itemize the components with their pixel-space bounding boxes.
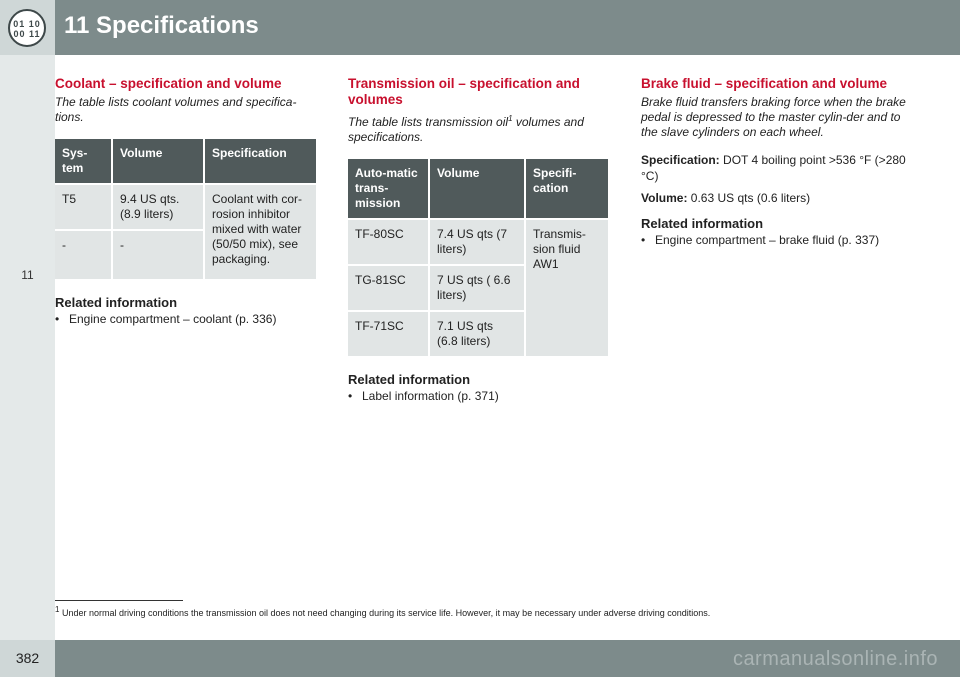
related-link[interactable]: • Label information (p. 371) xyxy=(348,389,612,404)
related-links xyxy=(55,312,320,327)
brake-intro: Brake fluid transfers braking force when the brake pedal is depressed to the master cylin-der and to the slave cylinders on each wheel. xyxy=(641,95,906,139)
table-cell: T5 xyxy=(55,185,111,229)
related-info-heading: Related information xyxy=(348,372,471,387)
brake-volume xyxy=(641,190,911,206)
chapter-badge-icon xyxy=(8,9,46,47)
table-row xyxy=(55,185,316,229)
brake-specification xyxy=(641,152,911,184)
footnote-marker: 1 xyxy=(55,605,60,614)
coolant-section xyxy=(55,76,320,327)
column-header: Volume xyxy=(430,159,524,218)
column-header: Sys-tem xyxy=(55,139,111,183)
table-header-row xyxy=(348,159,608,218)
coolant-intro: The table lists coolant volumes and specifica-tions. xyxy=(55,95,297,124)
table-cell: TF-80SC xyxy=(348,220,428,264)
column-header: Specification xyxy=(205,139,316,183)
coolant-table xyxy=(53,137,318,281)
related-info-heading: Related information xyxy=(641,216,764,231)
table-cell-spec: Transmis-sion fluid AW1 xyxy=(526,220,608,356)
spec-label: Specification: xyxy=(641,153,720,167)
page-number: 382 xyxy=(15,650,40,666)
related-links xyxy=(641,233,911,248)
page-footer xyxy=(0,640,960,677)
column-header: Auto-matic trans-mission xyxy=(348,159,428,218)
related-link[interactable]: • Engine compartment – brake fluid (p. 337) xyxy=(641,233,911,248)
chapter-sidebar xyxy=(0,55,55,640)
table-row xyxy=(348,220,608,264)
footnote-ref[interactable]: 1 xyxy=(508,114,513,123)
table-cell: TG-81SC xyxy=(348,266,428,310)
brake-heading: Brake fluid – specification and volume xyxy=(641,76,888,91)
footnote-divider xyxy=(55,600,183,601)
intro-text: volumes and specifications. xyxy=(348,115,584,144)
transmission-section xyxy=(348,76,612,404)
volume-value: 0.63 US qts (0.6 liters) xyxy=(687,191,811,205)
table-cell: - xyxy=(113,231,203,279)
related-links xyxy=(348,389,612,404)
related-link[interactable]: • Engine compartment – coolant (p. 336) xyxy=(55,312,320,327)
footnote xyxy=(55,605,935,618)
transmission-heading: Transmission oil – specification and volumes xyxy=(348,76,580,107)
volume-label: Volume: xyxy=(641,191,688,205)
footnote-text: Under normal driving conditions the transmission oil does not need changing during its service life. However, it may be necessary under adverse driving conditions. xyxy=(59,608,711,618)
chapter-number: 11 xyxy=(21,268,34,282)
table-cell-spec: Coolant with cor-rosion inhibitor mixed with water (50/50 mix), see packaging. xyxy=(205,185,316,279)
related-info-heading: Related information xyxy=(55,295,178,310)
intro-text: The table lists transmission oil xyxy=(348,115,509,129)
chapter-title: 11 Specifications xyxy=(64,12,259,39)
spec-value: DOT 4 boiling point >536 °F (>280 °C) xyxy=(641,153,906,183)
footer-page-box xyxy=(0,640,55,677)
table-cell: 7.4 US qts (7 liters) xyxy=(430,220,524,264)
table-cell: 7.1 US qts (6.8 liters) xyxy=(430,312,524,356)
table-cell: TF-71SC xyxy=(348,312,428,356)
table-header-row xyxy=(55,139,316,183)
brake-fluid-section xyxy=(641,76,911,248)
watermark: carmanualsonline.info xyxy=(732,648,938,670)
coolant-heading: Coolant – specification and volume xyxy=(55,76,282,91)
table-cell: 9.4 US qts. (8.9 liters) xyxy=(113,185,203,229)
column-header: Volume xyxy=(113,139,203,183)
transmission-intro xyxy=(348,111,612,145)
table-cell: 7 US qts ( 6.6 liters) xyxy=(430,266,524,310)
badge-line-1: 01 10 xyxy=(13,19,41,29)
transmission-table xyxy=(346,157,610,358)
header-icon-box xyxy=(0,0,55,55)
page-header xyxy=(0,0,960,55)
badge-line-2: 00 11 xyxy=(13,29,41,39)
column-header: Specifi-cation xyxy=(526,159,608,218)
table-cell: - xyxy=(55,231,111,279)
